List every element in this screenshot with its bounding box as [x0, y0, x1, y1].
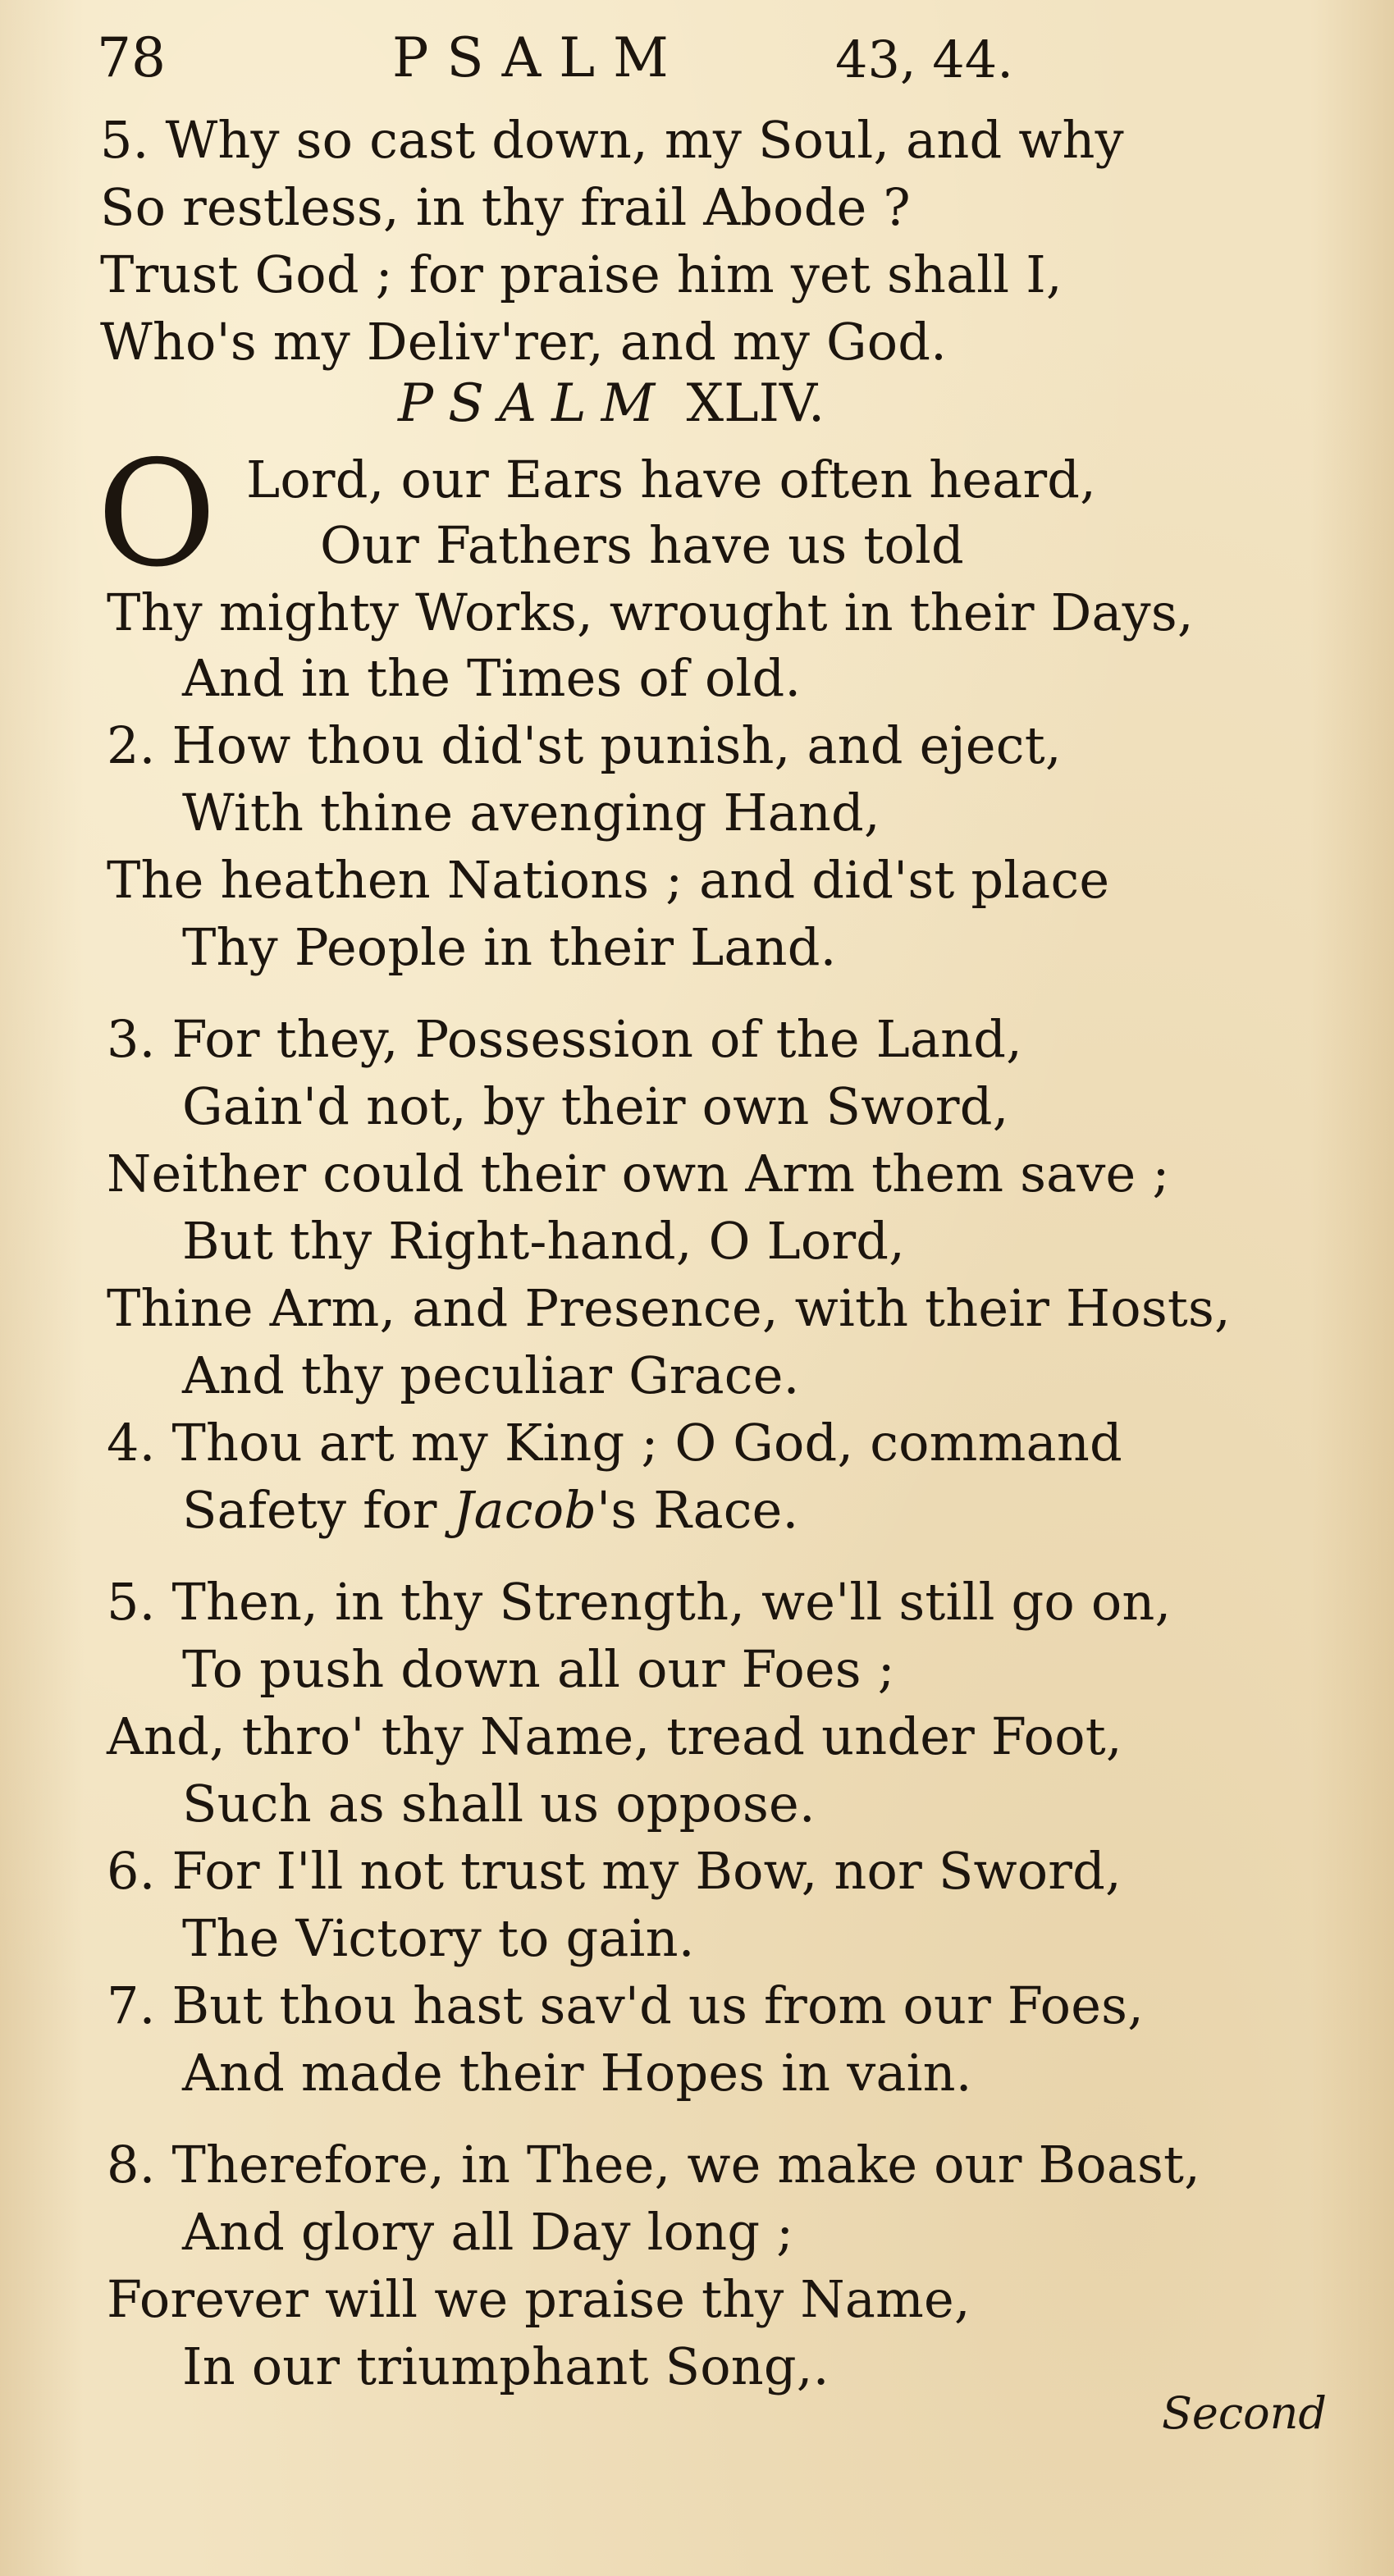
verse-line: 2. How thou did'st punish, and eject, [107, 715, 1062, 775]
psalm-heading-word: PSALM [398, 373, 670, 434]
verse-line: 5. Then, in thy Strength, we'll still go on, [107, 1572, 1172, 1632]
running-head-psalm-numbers: 43, 44. [835, 30, 1013, 89]
verse-line: Gain'd not, by their own Sword, [182, 1076, 1009, 1136]
verse-line: And glory all Day long ; [182, 2202, 794, 2262]
catchword: Second [1161, 2387, 1327, 2439]
verse-line: Our Fathers have us told [320, 515, 964, 575]
verse-line: 6. For I'll not trust my Bow, nor Sword, [107, 1841, 1122, 1901]
verse-line: Thy People in their Land. [182, 917, 837, 977]
verse-text: 's Race. [596, 1480, 799, 1540]
psalm-heading-number: XLIV. [686, 373, 825, 434]
verse-line: 8. Therefore, in Thee, we make our Boast, [107, 2135, 1201, 2195]
verse-line: In our triumphant Song,. [182, 2336, 830, 2396]
drop-cap: O [97, 429, 217, 599]
running-head [97, 26, 1081, 97]
verse-line: Thine Arm, and Presence, with their Hosts, [107, 1278, 1231, 1338]
verse-line: And thy peculiar Grace. [182, 1345, 800, 1405]
running-head-title: PSALM [392, 26, 687, 89]
verse-line: Forever will we praise thy Name, [107, 2269, 971, 2329]
verse-line: Thy mighty Works, wrought in their Days, [107, 582, 1194, 642]
verse-line: With thine avenging Hand, [182, 783, 880, 843]
verse-line: 5. Why so cast down, my Soul, and why [100, 110, 1124, 170]
verse-line: Such as shall us oppose. [182, 1774, 816, 1834]
proper-name-italic: Jacob [453, 1480, 597, 1540]
verse-line: So restless, in thy frail Abode ? [100, 177, 911, 237]
verse-line: And made their Hopes in vain. [182, 2043, 972, 2103]
verse-line: The Victory to gain. [182, 1908, 695, 1968]
page-number: 78 [97, 26, 166, 89]
verse-line-jacob [182, 1480, 799, 1540]
verse-line: Trust God ; for praise him yet shall I, [100, 244, 1063, 304]
verse-line: 4. Thou art my King ; O God, command [107, 1413, 1122, 1473]
verse-line: Lord, our Ears have often heard, [246, 450, 1097, 509]
verse-line: 3. For they, Possession of the Land, [107, 1009, 1023, 1069]
verse-line: 7. But thou hast sav'd us from our Foes, [107, 1975, 1145, 2035]
verse-line: And in the Times of old. [182, 648, 802, 708]
verse-line: Neither could their own Arm them save ; [107, 1144, 1170, 1204]
verse-line: The heathen Nations ; and did'st place [107, 850, 1110, 910]
verse-line: But thy Right-hand, O Lord, [182, 1211, 906, 1271]
verse-line: And, thro' thy Name, tread under Foot, [107, 1706, 1122, 1766]
verse-text: Safety for [182, 1480, 454, 1540]
verse-line: Who's my Deliv'rer, and my God. [100, 312, 948, 372]
psalm-heading [398, 373, 825, 434]
verse-line: To push down all our Foes ; [182, 1639, 895, 1699]
